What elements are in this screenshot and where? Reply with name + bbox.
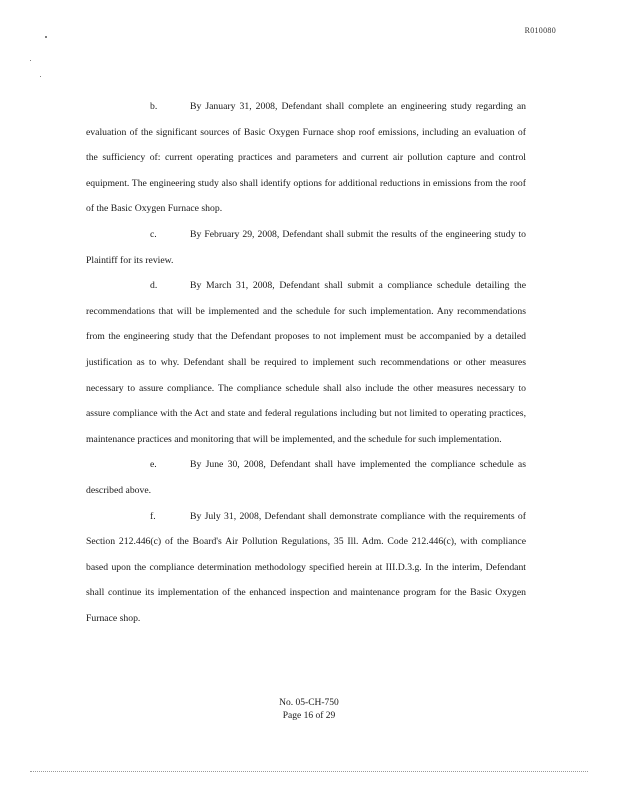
paragraph-marker: e. bbox=[150, 459, 157, 471]
paragraph-text: By February 29, 2008, Defendant shall submit the results of the engineering study to Plaintiff for its review. bbox=[86, 228, 526, 266]
scan-edge-artifact bbox=[30, 771, 588, 773]
bates-number: R010080 bbox=[524, 26, 556, 35]
paragraph-c bbox=[86, 222, 526, 273]
scan-speck bbox=[45, 36, 47, 38]
paragraph-marker: d. bbox=[150, 280, 158, 292]
page-footer bbox=[0, 697, 618, 723]
scan-speck bbox=[30, 60, 31, 61]
page-number: Page 16 of 29 bbox=[282, 711, 336, 721]
paragraph-text: By January 31, 2008, Defendant shall complete an engineering study regarding an evaluation of the significant sources of Basic Oxygen Furnace shop roof emissions, including an evaluation of the sufficiency of: current operating practices and parameters and current air pollution capture and control equipment. The engineering study also shall identify options for additional reductions in emissions from the roof of the Basic Oxygen Furnace shop. bbox=[86, 101, 526, 215]
paragraph-e bbox=[86, 452, 526, 503]
case-number: No. 05-CH-750 bbox=[279, 698, 339, 708]
scan-speck bbox=[40, 76, 41, 77]
paragraph-text: By March 31, 2008, Defendant shall submit a compliance schedule detailing the recommendations that will be implemented and the schedule for such implementation. Any recommendations from the engineering study that the Defendant proposes to not implement must be accompanied by a detailed justification as to why. Defendant shall be required to implement such recommendations or other measures necessary to assure compliance. The compliance schedule shall also include the other measures necessary to assure compliance with the Act and state and federal regulations including but not limited to operating practices, maintenance practices and monitoring that will be implemented, and the schedule for such implementation. bbox=[86, 280, 526, 445]
paragraph-text: By June 30, 2008, Defendant shall have implemented the compliance schedule as described above. bbox=[86, 459, 526, 496]
paragraph-d bbox=[86, 273, 526, 452]
document-body bbox=[86, 94, 526, 631]
paragraph-marker: c. bbox=[150, 228, 157, 240]
paragraph-marker: b. bbox=[150, 101, 158, 112]
paragraph-f bbox=[86, 504, 526, 632]
paragraph-marker: f. bbox=[150, 510, 156, 522]
paragraph-b bbox=[86, 94, 526, 222]
paragraph-text: By July 31, 2008, Defendant shall demonstrate compliance with the requirements of Section 212.446(c) of the Board's Air Pollution Regulations, 35 Ill. Adm. Code 212.446(c), with compliance based upon the compliance determination methodology specified herein at III.D.3.g. In the interim, Defendant shall continue its implementation of the enhanced inspection and maintenance program for the Basic Oxygen Furnace shop. bbox=[86, 510, 526, 624]
